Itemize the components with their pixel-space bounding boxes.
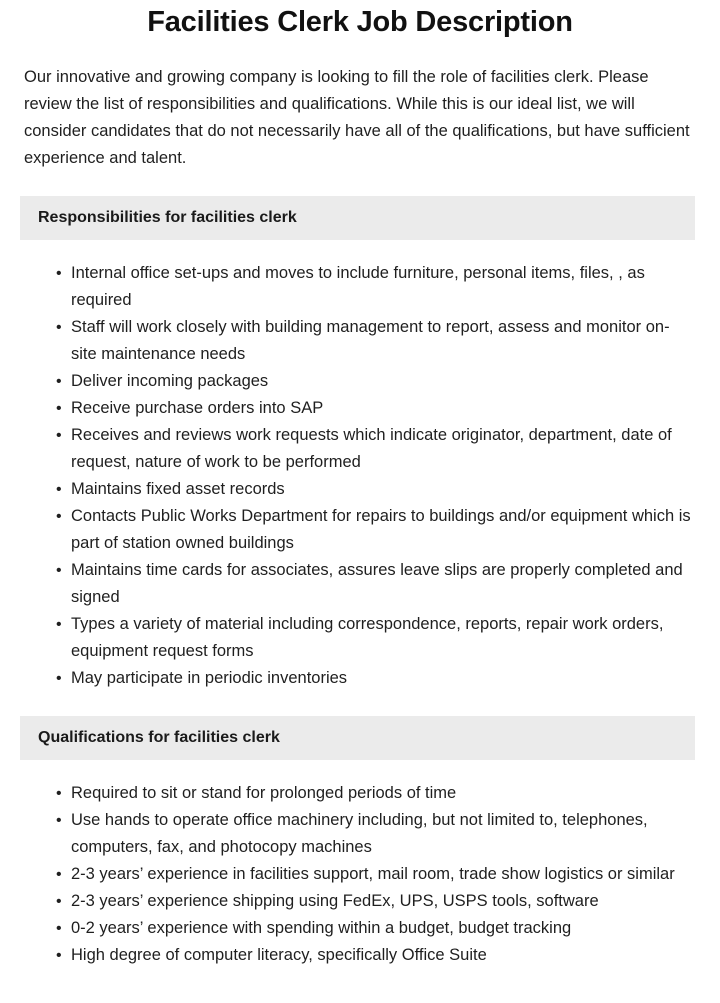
list-item: • High degree of computer literacy, specifically Office Suite [56, 942, 694, 969]
list-item: • Use hands to operate office machinery including, but not limited to, telephones, computers, fax, and photocopy machines [56, 807, 694, 861]
page-title: Facilities Clerk Job Description [147, 6, 573, 38]
list-item: • 2-3 years’ experience shipping using FedEx, UPS, USPS tools, software [56, 888, 694, 915]
list-item: • 2-3 years’ experience in facilities support, mail room, trade show logistics or similar [56, 861, 694, 888]
list-item: • Internal office set-ups and moves to include furniture, personal items, files, , as required [56, 260, 694, 314]
list-item: • Types a variety of material including correspondence, reports, repair work orders, equipment request forms [56, 611, 694, 665]
list-item: • Staff will work closely with building management to report, assess and monitor on-site maintenance needs [56, 314, 694, 368]
list-item: • Receives and reviews work requests which indicate originator, department, date of request, nature of work to be performed [56, 422, 694, 476]
list-item: • 0-2 years’ experience with spending within a budget, budget tracking [56, 915, 694, 942]
responsibilities-list [0, 240, 720, 692]
list-item: • Receive purchase orders into SAP [56, 395, 694, 422]
section-header-responsibilities: Responsibilities for facilities clerk [20, 196, 695, 240]
section-header-qualifications: Qualifications for facilities clerk [20, 716, 695, 760]
intro-paragraph: Our innovative and growing company is looking to fill the role of facilities clerk. Please review the list of responsibilities and qualifications. While this is our ideal list, we will consider candidates that do not necessarily have all of the qualifications, but have sufficient experience and talent. [24, 68, 690, 167]
list-item: • May participate in periodic inventories [56, 665, 694, 692]
list-item: • Required to sit or stand for prolonged periods of time [56, 780, 694, 807]
list-item: • Maintains time cards for associates, assures leave slips are properly completed and signed [56, 557, 694, 611]
qualifications-list [0, 760, 720, 999]
list-item: • Deliver incoming packages [56, 368, 694, 395]
section-responsibilities [0, 196, 720, 692]
list-item: • Contacts Public Works Department for repairs to buildings and/or equipment which is part of station owned buildings [56, 503, 694, 557]
list-item: • Maintains fixed asset records [56, 476, 694, 503]
section-qualifications [0, 716, 720, 999]
